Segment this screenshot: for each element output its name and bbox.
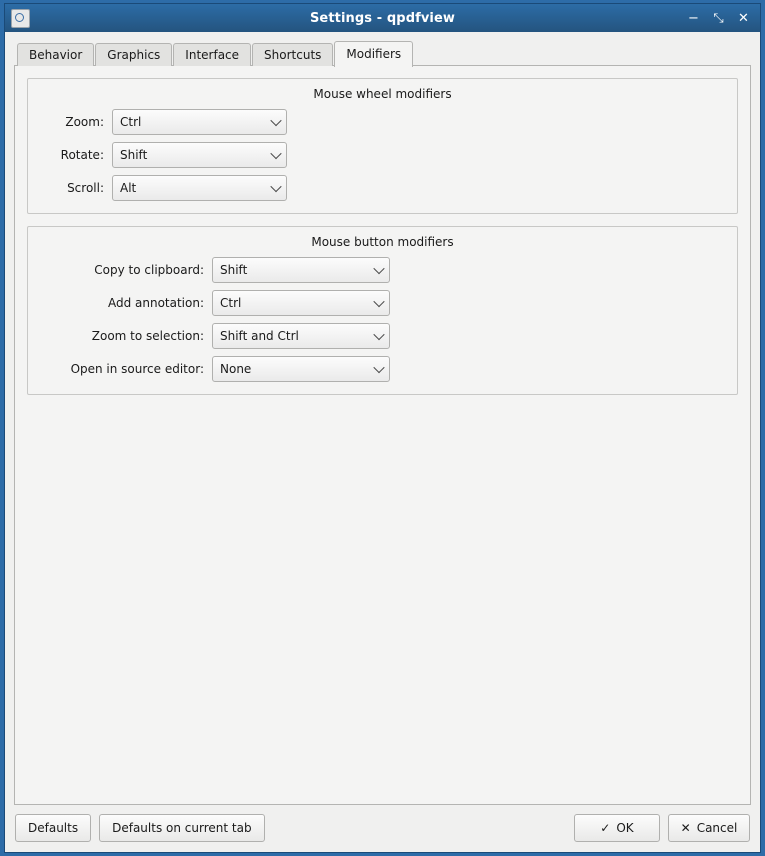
chevron-down-icon	[266, 151, 286, 159]
ok-button-label: OK	[616, 821, 634, 835]
cancel-button-label: Cancel	[696, 821, 738, 835]
mouse-button-modifiers-title: Mouse button modifiers	[311, 235, 454, 249]
tab-modifiers[interactable]: Modifiers	[334, 41, 413, 67]
open-in-source-editor-value: None	[220, 362, 252, 376]
row-open-in-source-editor	[40, 356, 725, 382]
add-annotation-select[interactable]	[212, 290, 390, 316]
zoom-label: Zoom:	[65, 115, 104, 129]
ok-button[interactable]	[574, 814, 660, 842]
dialog-button-bar	[5, 805, 760, 852]
zoom-to-selection-value: Shift and Ctrl	[220, 329, 299, 343]
row-scroll	[40, 175, 725, 201]
add-annotation-label: Add annotation:	[107, 296, 204, 310]
row-add-annotation	[40, 290, 725, 316]
chevron-down-icon	[369, 266, 389, 274]
scroll-modifier-select[interactable]	[112, 175, 287, 201]
zoom-to-selection-label: Zoom to selection:	[91, 329, 204, 343]
mouse-button-modifiers-group	[27, 226, 738, 395]
settings-tabbar	[17, 40, 751, 66]
open-in-source-editor-select[interactable]	[212, 356, 390, 382]
maximize-button[interactable]: ⤡	[713, 10, 724, 26]
row-zoom-to-selection	[40, 323, 725, 349]
title-bar[interactable]	[5, 4, 760, 32]
scroll-modifier-value: Alt	[120, 181, 137, 195]
copy-to-clipboard-value: Shift	[220, 263, 248, 277]
mouse-wheel-modifiers-title: Mouse wheel modifiers	[313, 87, 452, 101]
row-zoom	[40, 109, 725, 135]
tab-interface[interactable]: Interface	[173, 43, 251, 66]
chevron-down-icon	[369, 365, 389, 373]
open-in-source-editor-label: Open in source editor:	[70, 362, 204, 376]
zoom-modifier-select[interactable]	[112, 109, 287, 135]
rotate-label: Rotate:	[60, 148, 104, 162]
copy-to-clipboard-label: Copy to clipboard:	[94, 263, 204, 277]
close-icon: ✕	[680, 821, 691, 835]
mouse-wheel-modifiers-group	[27, 78, 738, 214]
modifiers-panel	[14, 65, 751, 805]
minimize-button[interactable]: −	[688, 10, 699, 26]
cancel-button[interactable]	[668, 814, 750, 842]
rotate-modifier-value: Shift	[120, 148, 148, 162]
row-rotate	[40, 142, 725, 168]
close-button[interactable]: ✕	[738, 10, 749, 26]
defaults-on-current-tab-button[interactable]: Defaults on current tab	[99, 814, 264, 842]
check-icon: ✓	[600, 821, 611, 835]
app-icon	[11, 9, 30, 28]
chevron-down-icon	[266, 184, 286, 192]
tab-shortcuts[interactable]: Shortcuts	[252, 43, 333, 66]
tab-graphics[interactable]: Graphics	[95, 43, 172, 66]
chevron-down-icon	[369, 332, 389, 340]
window-content	[5, 32, 760, 805]
window-controls	[687, 12, 754, 25]
rotate-modifier-select[interactable]	[112, 142, 287, 168]
settings-window	[4, 3, 761, 853]
window-title: Settings - qpdfview	[309, 10, 456, 26]
add-annotation-value: Ctrl	[220, 296, 242, 310]
row-copy-to-clipboard	[40, 257, 725, 283]
tab-behavior[interactable]: Behavior	[17, 43, 94, 66]
scroll-label: Scroll:	[67, 181, 104, 195]
copy-to-clipboard-select[interactable]	[212, 257, 390, 283]
zoom-modifier-value: Ctrl	[120, 115, 142, 129]
zoom-to-selection-select[interactable]	[212, 323, 390, 349]
chevron-down-icon	[369, 299, 389, 307]
chevron-down-icon	[266, 118, 286, 126]
defaults-button[interactable]: Defaults	[15, 814, 91, 842]
